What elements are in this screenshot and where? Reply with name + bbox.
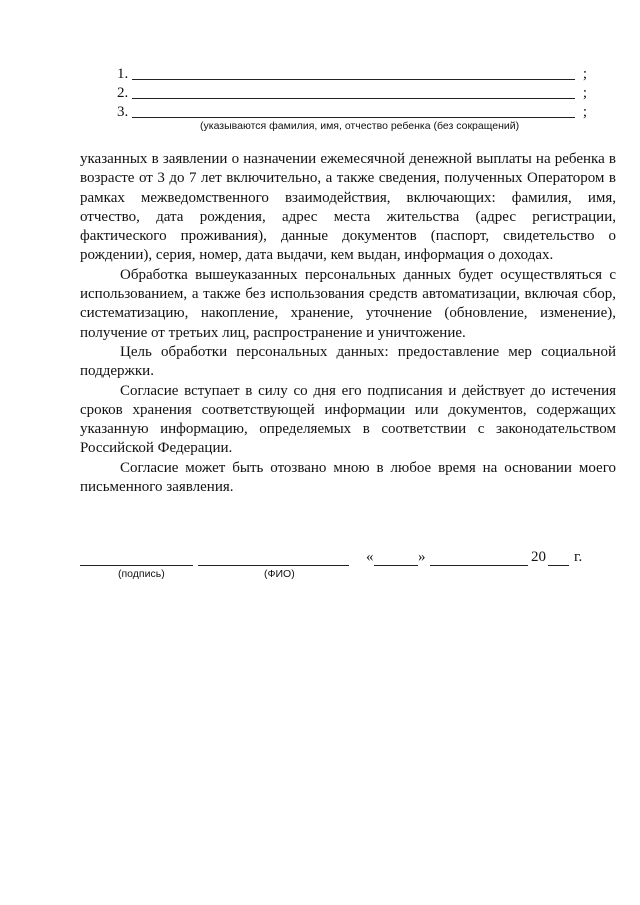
date-month-line[interactable] bbox=[430, 565, 528, 566]
line-end-semicolon: ; bbox=[582, 66, 587, 82]
paragraph-processing-methods: Обработка вышеуказанных персональных данных будет осуществляться с использованием, а также без использования средств автоматизации, включая сбор, систематизацию, накопление, хранение, уточнение (обновление, изменение), получение от третьих лиц, распространение и уничтожение. bbox=[80, 266, 616, 341]
paragraph-processing-purpose: Цель обработки персональных данных: предоставление мер социальной поддержки. bbox=[80, 343, 616, 380]
child-line-number: 1. bbox=[117, 66, 129, 82]
fill-in-line bbox=[132, 79, 575, 80]
fill-in-line bbox=[132, 98, 575, 99]
signature-line[interactable] bbox=[80, 565, 193, 566]
date-quote-open: « bbox=[366, 549, 374, 565]
signature-caption: (подпись) bbox=[118, 568, 165, 580]
paragraph-consent-revocation: Согласие может быть отозвано мною в любое время на основании моего письменного заявления. bbox=[80, 459, 616, 496]
line-end-semicolon: ; bbox=[582, 85, 587, 101]
child-line-number: 3. bbox=[117, 104, 129, 120]
date-day-line[interactable] bbox=[374, 565, 418, 566]
paragraph-data-composition: указанных в заявлении о назначении ежемесячной денежной выплаты на ребенка в возрасте от 3 до 7 лет включительно, а также сведения, полученных Оператором в рамках межведомственного взаимодействия, включающих: фамилия, имя, отчество, дата рождения, адрес места жительства (адрес регистрации, фактического проживания), данные документов (паспорт, свидетельство о рождении), серия, номер, дата выдачи, кем выдан, информация о доходах. bbox=[80, 151, 616, 264]
child-line-1[interactable] bbox=[117, 64, 587, 84]
children-list-caption: (указываются фамилия, имя, отчество ребенка (без сокращений) bbox=[200, 120, 520, 132]
full-name-line[interactable] bbox=[198, 565, 349, 566]
child-line-3[interactable] bbox=[117, 102, 587, 122]
child-line-number: 2. bbox=[117, 85, 129, 101]
line-end-semicolon: ; bbox=[582, 104, 587, 120]
consent-body-text bbox=[80, 150, 616, 497]
full-name-caption: (ФИО) bbox=[264, 568, 295, 580]
fill-in-line bbox=[132, 117, 575, 118]
date-year-line[interactable] bbox=[548, 565, 569, 566]
date-year-prefix: 20 bbox=[531, 549, 546, 565]
date-quote-close: » bbox=[418, 549, 426, 565]
paragraph-consent-validity: Согласие вступает в силу со дня его подписания и действует до истечения сроков хранения соответствующей информации или документов, содержащих указанную информацию, определяемых в соответствии с законодательством Российской Федерации. bbox=[80, 382, 616, 457]
child-line-2[interactable] bbox=[117, 83, 587, 103]
date-year-suffix: г. bbox=[574, 549, 583, 565]
